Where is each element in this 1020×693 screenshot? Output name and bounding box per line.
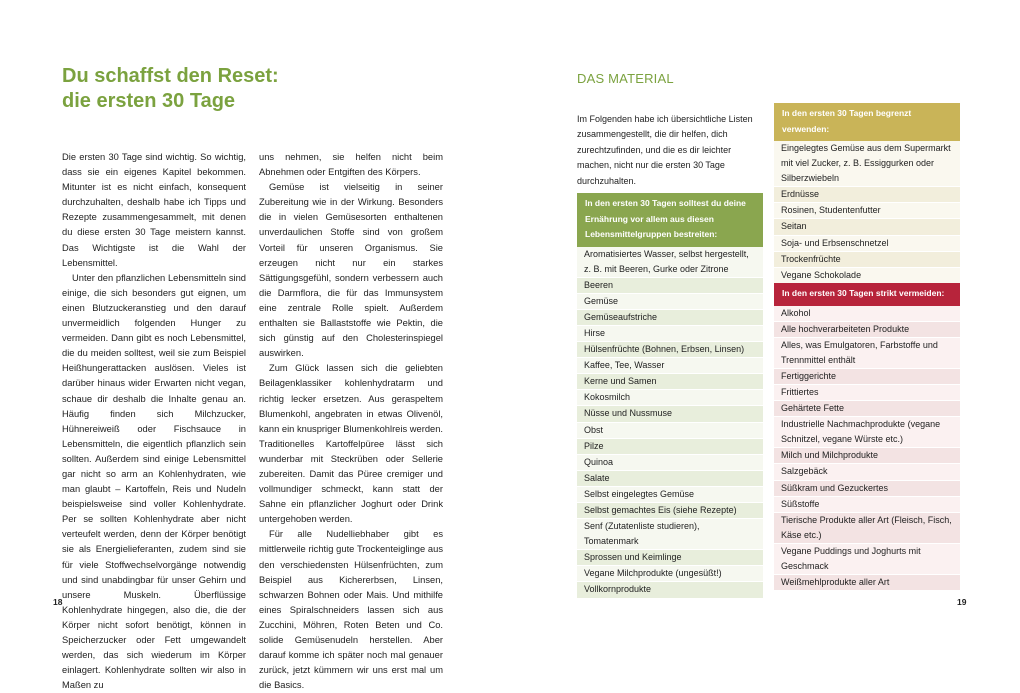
recommended-foods-table: [577, 193, 763, 599]
list-item: Alle hochverarbeiteten Produkte: [774, 322, 960, 338]
list-item: Vegane Milchprodukte (ungesüßt!): [577, 566, 763, 582]
list-item: Alkohol: [774, 306, 960, 322]
body-column-2: [259, 150, 443, 693]
paragraph: Für alle Nudelliebhaber gibt es mittlerweile richtig gute Trockenteiglinge aus den verschiedensten Hülsenfrüchten, zum Beispiel aus Kichererbsen, Linsen, schwarzen Bohnen oder Mais. Und mithilfe eines Spiralschneiders lassen sich aus Zucchini, Möhren, Roten Beten und Co. solide Gemüsenudeln herstellen. Aber darauf komme ich später noch mal genauer zurück, jetzt kümmern wir uns erst mal um die Basics.: [259, 529, 443, 691]
list-item: Selbst eingelegtes Gemüse: [577, 487, 763, 503]
list-item: Seitan: [774, 219, 960, 235]
table-header: In den ersten 30 Tagen begrenzt verwenden:: [774, 103, 960, 141]
list-item: Salate: [577, 471, 763, 487]
list-item: Kaffee, Tee, Wasser: [577, 358, 763, 374]
list-item: Trockenfrüchte: [774, 252, 960, 268]
list-item: Gemüseaufstriche: [577, 310, 763, 326]
table-body: [774, 306, 960, 592]
list-item: Quinoa: [577, 455, 763, 471]
list-item: Obst: [577, 423, 763, 439]
section-title: DAS MATERIAL: [577, 71, 674, 86]
list-item: Fertiggerichte: [774, 369, 960, 385]
list-item: Pilze: [577, 439, 763, 455]
list-item: Süßkram und Gezuckertes: [774, 481, 960, 497]
list-item: Beeren: [577, 278, 763, 294]
page-number-left: 18: [53, 597, 63, 607]
intro-text: Im Folgenden habe ich übersichtliche Listen zusammengestellt, die dir helfen, dich zurechtzufinden, und die es dir leichter machen, nicht nur die ersten 30 Tage durchzuhalten.: [577, 114, 753, 186]
paragraph: Unter den pflanzlichen Lebensmitteln sind einige, die sich besonders gut eignen, um einen Blutzuckeranstieg und den darauf unvermeidlich folgenden Hunger zu vermeiden. Dann gibt es noch Lebensmittel, die du meiden solltest, weil sie zum Beispiel Heißhungerattacken auslösen. Vieles ist darüber hinaus wider Erwarten nicht vegan, schaue dir deshalb die Inhalte genau an. Häufig finden sich Milchzucker, Hühnereiweiß oder Fischsauce in Lebensmitteln, die eigentlich pflanzlich sein sollten. Außerdem sind einige Lebensmittel gar nicht so arm an Kohlenhydraten, wie man glaubt – Kartoffeln, Reis und Nudeln beispielsweise sind voller Kohlenhydrate. Per se sollten Kohlenhydrate aber nicht verteufelt werden, denn der Körper benötigt sie als Energielieferanten, zudem sind sie für viele Stoffwechselvorgänge notwendig und sind unabdingbar für unser Gehirn und unsere Muskeln. Überflüssige Kohlenhydrate hingegen, also die, die der Körper nicht sofort benötigt, können in Speicherzucker oder Fett umgewandelt werden, das sich wiederum im Körper einlagert. Kohlenhydrate sollten wir also in Maßen zu: [62, 272, 246, 691]
list-item: Nüsse und Nussmuse: [577, 406, 763, 422]
list-item: Vollkornprodukte: [577, 582, 763, 598]
table-body: [774, 141, 960, 284]
paragraph: Zum Glück lassen sich die geliebten Beilagenklassiker kohlenhydratarm und richtig lecker ersetzen. Aus geraspeltem Blumenkohl, angebraten in etwas Olivenöl, kann ein knuspriger Blumenkohlreis werden. Traditionelles Kartoffelpüree lässt sich wunderbar mit Steckrüben oder Sellerie zubereiten. Damit das Püree cremiger und vollmundiger schmeckt, kann statt der Sahne ein pflanzlicher Joghurt oder Drink untergehoben werden.: [259, 363, 443, 525]
chapter-heading: [62, 64, 542, 114]
limited-foods-table: [774, 103, 960, 284]
heading-line-1: Du schaffst den Reset:: [62, 65, 279, 87]
paragraph: Gemüse ist vielseitig in seiner Zubereitung wie in der Wirkung. Besonders die in vielen Gemüsesorten enthaltenen unverdaulichen Stoffe sind von großem Vorteil für unseren Organismus. Sie erzeugen nicht nur ein starkes Sättigungsgefühl, sondern verbessern auch die Darmflora, die für das Immunsystem eine zentrale Rolle spielt. Außerdem enthalten sie Ballaststoffe wie Pektin, die sich günstig auf den Cholesterinspiegel auswirken.: [259, 182, 443, 359]
list-item: Frittiertes: [774, 385, 960, 401]
table-body: [577, 247, 763, 599]
page-number-right: 19: [957, 597, 967, 607]
paragraph: uns nehmen, sie helfen nicht beim Abnehmen oder Entgiften des Körpers.: [259, 152, 443, 178]
list-item: Senf (Zutatenliste studieren), Tomatenmark: [577, 519, 763, 550]
list-item: Vegane Puddings und Joghurts mit Geschmack: [774, 544, 960, 575]
table-header: In den ersten 30 Tagen strikt vermeiden:: [774, 283, 960, 306]
list-item: Weißmehlprodukte aller Art: [774, 575, 960, 591]
list-item: Vegane Schokolade: [774, 268, 960, 284]
table-header: In den ersten 30 Tagen solltest du deine Ernährung vor allem aus diesen Lebensmittelgruppen bestreiten:: [577, 193, 763, 247]
list-item: Industrielle Nachmachprodukte (vegane Schnitzel, vegane Würste etc.): [774, 417, 960, 448]
list-item: Soja- und Erbsenschnetzel: [774, 236, 960, 252]
list-item: Aromatisiertes Wasser, selbst hergestellt, z. B. mit Beeren, Gurke oder Zitrone: [577, 247, 763, 278]
list-item: Tierische Produkte aller Art (Fleisch, Fisch, Käse etc.): [774, 513, 960, 544]
heading-line-2: die ersten 30 Tage: [62, 90, 236, 112]
avoid-foods-table: [774, 283, 960, 591]
list-item: Salzgebäck: [774, 464, 960, 480]
list-item: Erdnüsse: [774, 187, 960, 203]
list-item: Hirse: [577, 326, 763, 342]
list-item: Gemüse: [577, 294, 763, 310]
paragraph: Die ersten 30 Tage sind wichtig. So wichtig, dass sie ein eigenes Kapitel bekommen. Mitunter ist es nicht einfach, konsequent durchzuhalten, deshalb habe ich Tipps und Rezepte zusammengesammelt, mit denen du diese ersten 30 Tage meistern kannst. Das Wichtigste ist die Wahl der Lebensmittel.: [62, 152, 246, 268]
list-item: Rosinen, Studentenfutter: [774, 203, 960, 219]
list-item: Sprossen und Keimlinge: [577, 550, 763, 566]
list-item: Hülsenfrüchte (Bohnen, Erbsen, Linsen): [577, 342, 763, 358]
list-item: Selbst gemachtes Eis (siehe Rezepte): [577, 503, 763, 519]
list-item: Alles, was Emulgatoren, Farbstoffe und Trennmittel enthält: [774, 338, 960, 369]
list-item: Kokosmilch: [577, 390, 763, 406]
list-item: Gehärtete Fette: [774, 401, 960, 417]
list-item: Milch und Milchprodukte: [774, 448, 960, 464]
list-item: Kerne und Samen: [577, 374, 763, 390]
list-item: Eingelegtes Gemüse aus dem Supermarkt mit viel Zucker, z. B. Essiggurken oder Silberzwiebeln: [774, 141, 960, 187]
list-item: Süßstoffe: [774, 497, 960, 513]
body-column-1: [62, 150, 246, 693]
